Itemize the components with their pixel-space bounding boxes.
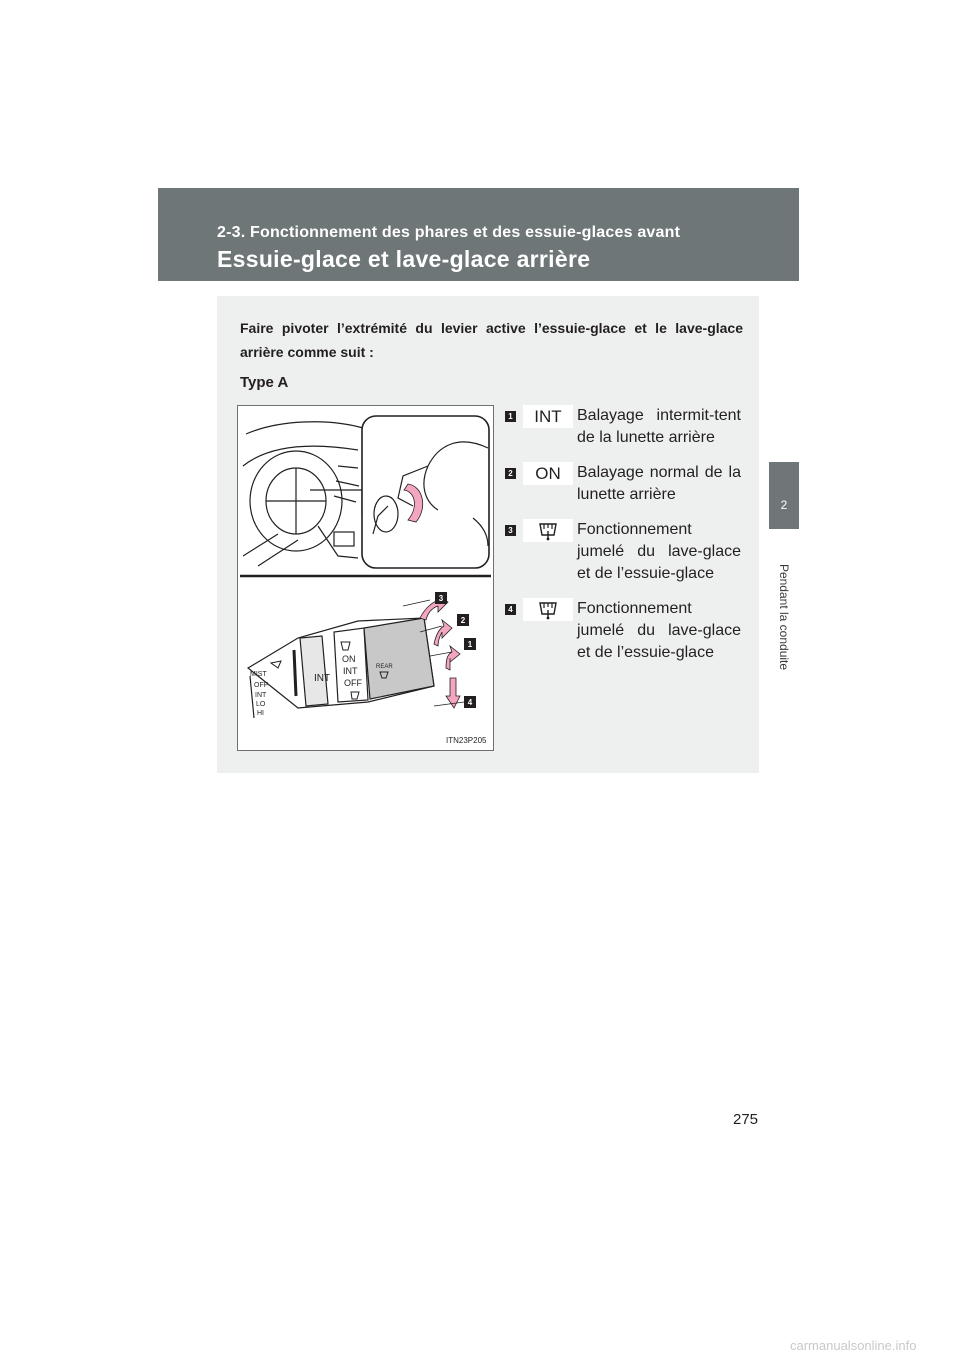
item-badge: 2: [505, 468, 516, 479]
label-hi: HI: [257, 710, 264, 717]
chapter-label-text: Pendant la conduite: [777, 563, 791, 671]
watermark[interactable]: carmanualsonline.info: [790, 1338, 917, 1353]
intro-text: Faire pivoter l’extrémité du levier active l’essuie-glace et le lave-glace arrière comme suit :: [240, 320, 743, 360]
wiper-lever: [248, 618, 434, 718]
dashboard-scene: [243, 422, 363, 566]
label-int-rear: INT: [343, 666, 358, 676]
lever-drawing: [238, 406, 493, 750]
label-rear: REAR: [376, 664, 393, 670]
list-item: [505, 405, 741, 449]
function-list: [505, 405, 741, 677]
on-symbol: ON: [523, 462, 573, 485]
item-description: Fonctionnement jumelé du lave-glace et de l’essuie-glace: [577, 521, 741, 582]
page-title: Essuie-glace et lave-glace arrière: [217, 246, 591, 272]
label-lo: LO: [256, 701, 266, 708]
label-int: INT: [255, 692, 267, 699]
chapter-number: 2: [780, 498, 788, 512]
label-off: OFF: [254, 682, 268, 689]
item-description: Fonctionnement jumelé du lave-glace et de l’essuie-glace: [577, 600, 741, 661]
label-int-front: INT: [314, 673, 331, 684]
label-on: ON: [342, 654, 356, 664]
content-panel: [217, 296, 759, 773]
rear-washer-icon: [523, 519, 573, 542]
page-number: 275: [733, 1111, 759, 1128]
lever-illustration: [237, 405, 494, 751]
item-badge: 1: [505, 411, 516, 422]
label-off-rear: OFF: [344, 678, 362, 688]
item-badge: 3: [505, 525, 516, 536]
list-item: [505, 519, 741, 585]
list-item: [505, 462, 741, 506]
label-mist: MIST: [250, 671, 267, 678]
callout-1: 1: [467, 640, 473, 649]
item-description: Balayage normal de la lunette arrière: [577, 464, 741, 503]
chapter-label: [771, 532, 797, 702]
figure-code: ITN23P205: [446, 736, 487, 745]
item-description: Balayage intermit-tent de la lunette arrière: [577, 407, 741, 446]
chapter-tab[interactable]: [769, 462, 799, 529]
callout-2: 2: [460, 616, 466, 625]
arrow-1: [446, 646, 460, 670]
zoom-leader: [310, 490, 362, 516]
rear-washer-icon: [523, 598, 573, 621]
callout-3: 3: [438, 594, 444, 603]
type-label: Type A: [240, 374, 289, 391]
callout-4: 4: [467, 698, 473, 707]
list-item: [505, 598, 741, 664]
section-title: 2-3. Fonctionnement des phares et des essuie-glaces avant: [217, 224, 681, 241]
section-header: [158, 188, 799, 281]
item-badge: 4: [505, 604, 516, 615]
arrow-2: [434, 620, 452, 646]
int-symbol: INT: [523, 405, 573, 428]
